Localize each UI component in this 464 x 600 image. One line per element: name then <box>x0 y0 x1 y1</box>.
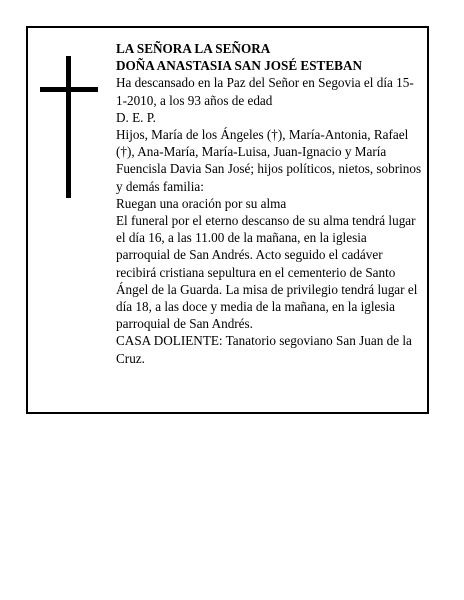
rest-in-peace: D. E. P. <box>116 109 156 125</box>
cross-vertical-bar <box>66 56 71 198</box>
obituary-notice <box>26 26 429 414</box>
notice-heading-line-1: LA SEÑORA LA SEÑORA <box>116 41 271 56</box>
family-members: Hijos, María de los Ángeles (†), María-Antonia, Rafael (†), Ana-María, María-Luisa, Juan-Ignacio y María Fuencisla Davia San José; hijos políticos, nietos, sobrinos y demás familia: <box>116 127 422 194</box>
prayer-request: Ruegan una oración por su alma <box>116 195 287 211</box>
cross-icon <box>40 56 98 198</box>
notice-text <box>116 40 424 367</box>
deceased-name: DOÑA ANASTASIA SAN JOSÉ ESTEBAN <box>116 58 362 74</box>
mourning-house: CASA DOLIENTE: Tanatorio segoviano San Juan de la Cruz. <box>116 333 412 366</box>
funeral-details: El funeral por el eterno descanso de su alma tendrá lugar el día 16, a las 11.00 de la mañana, en la iglesia parroquial de San Andrés. Acto seguido el cadáver recibirá cristiana sepultura en el cementerio de Santo Ángel de la Guarda. La misa de privilegio tendrá lugar el día 18, a las doce y media de la mañana, en la iglesia parroquial de San Andrés. <box>116 213 418 332</box>
death-announcement: Ha descansado en la Paz del Señor en Segovia el día 15-1-2010, a los 93 años de edad <box>116 75 414 108</box>
cross-horizontal-bar <box>40 87 98 92</box>
